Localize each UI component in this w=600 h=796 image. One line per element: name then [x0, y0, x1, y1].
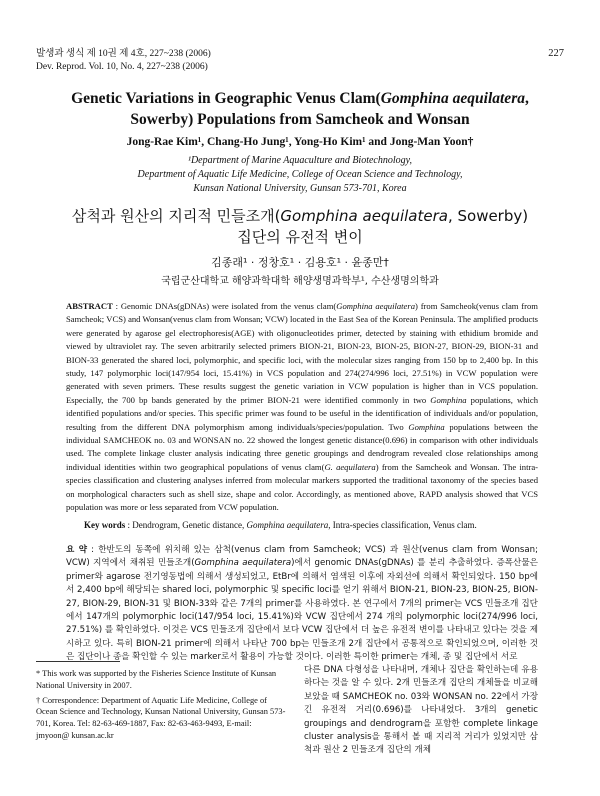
footnotes [36, 668, 286, 745]
korean-abstract-species: Gomphina aequilatera [194, 558, 292, 569]
abstract-species-1: Gomphina aequilatera [336, 301, 416, 311]
author-list: Jong-Rae Kim¹, Chang-Ho Jung¹, Yong-Ho Kim¹ and Jong-Man Yoon† [126, 136, 474, 148]
running-header [36, 48, 211, 74]
korean-abstract-text-2: )에서 genomic DNAs(gDNAs) 를 분리 추출하였다. 증폭산물은 primer와 agarose 전기영동법에 의해서 생성되었고, EtBr에 의해서 염색된 이후에 자외선에 의해서 확인되었다. 150 bp에서 2,400 bp에 해당되는 shared loci, polymorphic 및 specific loci를 얻기 위해서 BION-21, BION-23, BION-25, BION-27, BION-29, BION-31 및 BION-33와 같은 7개의 primer를 사용하였다. 본 연구에서 7개의 primer는 VCS 민들조개 집단에서 147개의 polymorphic loci(147/954 loci, 15.41%)와 VCW 집단에서 274 개의 polymorphic loci(274/996 loci, 27.51%) 를 확인하였다. 이것은 VCS 민들조개 집단에서 보다 VCW 집단에서 더 높은 유전적 변이를 나타내고 있다는 것을 제시하고 있다. 특히 BION-21 primer에 의해서 나타난 700 bp는 민들조개 2개 집단에서 공통적으로 확인되었으며, 이러한 것은 집단이나 종을 확인할 수 있는 marker로서 활용이 가능할 것이다. 이러한 특이한 primer는 개체, 종 및 집단에서 서로 [66, 558, 538, 663]
korean-title-line2: 집단의 유전적 변이 [237, 228, 363, 246]
abstract-text-2: ) from Samcheok(venus clam from Samcheok; VCS) and Wonsan(venus clam from Wonsan; VCW) located in the East Sea of the Korean Peninsula. The amplified products were generated by agarose gel electrophoresis(AGE) with oligonucleotides primer, detected by staining with ethidium bromide and viewed by ultraviolet ray. The seven arbitrarily selected primers BION-21, BION-23, BION-25, BION-27, BION-29, BION-31 and BION-33 generated the shared loci, polymorphic, and specific loci, with the molecular sizes ranging from 150 bp to 2,400 bp. In this study, 147 polymorphic loci(147/954 loci, 15.41%) in VCS population and 274(274/996 loci, 27.51%) in VCW population were generated with seven primers. These results suggest the genetic variation in VCW population is higher than in VCS population. Especially, the 700 bp bands generated by the primer BION-21 were identified commonly in two [66, 301, 538, 405]
korean-title-pre: 삼척과 원산의 지리적 민들조개( [71, 207, 281, 225]
affiliation [30, 154, 570, 196]
affiliation-line2: Department of Aquatic Life Medicine, College of Ocean Science and Technology, [137, 169, 463, 180]
korean-abstract-column2: 다른 DNA 다형성을 나타내며, 개체나 집단을 확인하는데 유용하다는 것을 알 수 있다. 2개 민들조개 집단의 개체들을 비교해 보았을 때 SAMCHEOK no. 03와 WONSAN no. 22에서 가장 긴 유전적 거리(0.696)를 나타내었다. 3개의 genetic groupings and dendrogram을 포함한 complete linkage cluster analysis을 통해서 볼 때 지리적 거리가 있었지만 삼척과 원산 2 민들조개 집단의 개체 [304, 665, 538, 756]
abstract-species-4: G. aequilatera [324, 461, 376, 472]
paper-title [30, 88, 570, 130]
footnote-rule [36, 661, 120, 662]
journal-citation-english: Dev. Reprod. Vol. 10, No. 4, 227~238 (2006) [36, 62, 208, 72]
title-species: Gomphina aequilatera [380, 90, 525, 107]
korean-abstract [66, 544, 538, 665]
page-number: 227 [548, 48, 564, 59]
korean-author-list: 김종래¹ · 정창호¹ · 김용호¹ · 윤종만† [211, 256, 389, 269]
abstract-species-2: Gomphina [430, 394, 467, 405]
title-line1-post: , [524, 90, 529, 107]
abstract-text-4: populations between the individual SAMCHEOK no. 03 and WONSAN no. 22 showed the longest genetic distance(0.696) in comparison with other individuals used. The complete linkage cluster analysis indicating three genetic groupings and dendrogram revealed close relationships among individual identities within two geographical populations of venus clam( [66, 421, 538, 472]
keywords-label: Key words [84, 520, 126, 530]
korean-abstract-text-1: : 한반도의 동쪽에 위치해 있는 삼척(venus clam from Samcheok; VCS) 과 원산(venus clam from Wonsan; VCW) 지역에서 채취된 민들조개( [66, 545, 538, 569]
footnote-correspondence: † Correspondence: Department of Aquatic Life Medicine, College of Ocean Science and Technology, Kunsan National University, Gunsan 573-701, Korea. Tel: 82-63-469-1887, Fax: 82-63-463-9493, E-mail: jmyoon@ kunsan.ac.kr [36, 695, 286, 740]
korean-title-species: Gomphina aequilatera [280, 207, 448, 225]
affiliation-line1: ¹Department of Marine Aquaculture and Biotechnology, [187, 155, 413, 166]
keywords [84, 519, 534, 531]
korean-affiliation: 국립군산대학교 해양과학대학 해양생명과학부¹, 수산생명의학과 [161, 276, 439, 287]
abstract-species-3: Gomphina [408, 421, 445, 432]
footnote-funding: * This work was supported by the Fisheries Science Institute of Kunsan National University in 2007. [36, 669, 277, 690]
abstract-text-1: : Genomic DNAs(gDNAs) were isolated from the venus clam( [112, 301, 337, 311]
keywords-species: Gomphina aequilatera [246, 520, 329, 530]
title-line2: Sowerby) Populations from Samcheok and Wonsan [130, 111, 470, 128]
keywords-text-1: : Dendrogram, Genetic distance, [125, 520, 247, 530]
abstract-text-5: ) from the Samcheok and Wonsan. The intra-species classification and clustering analyses inferred from molecular markers supported the traditional taxonomy of the species based on morphological characters such as shell size, shape and color. Accordingly, as mentioned above, RAPD analysis showed that VCS population was more or less separated from VCW population. [66, 461, 539, 513]
korean-title-post: , Sowerby) [447, 207, 529, 225]
affiliation-line3: Kunsan National University, Gunsan 573-701, Korea [193, 183, 407, 194]
english-abstract [66, 300, 538, 515]
korean-title [30, 206, 570, 248]
abstract-label: ABSTRACT [66, 301, 113, 311]
korean-abstract-label: 요 약 [66, 545, 88, 555]
title-line1-pre: Genetic Variations in Geographic Venus Clam( [71, 90, 381, 107]
keywords-text-2: , Intra-species classification, Venus clam. [328, 520, 477, 530]
abstract-text-3: populations, which identified populations and/or species. This specific primer was found to be useful in the identification of individuals and/or population, resulting from the different DNA polymorphism among individuals/species/population. Two [66, 394, 538, 432]
journal-citation-korean: 발생과 생식 제 10권 제 4호, 227~238 (2006) [36, 49, 211, 59]
